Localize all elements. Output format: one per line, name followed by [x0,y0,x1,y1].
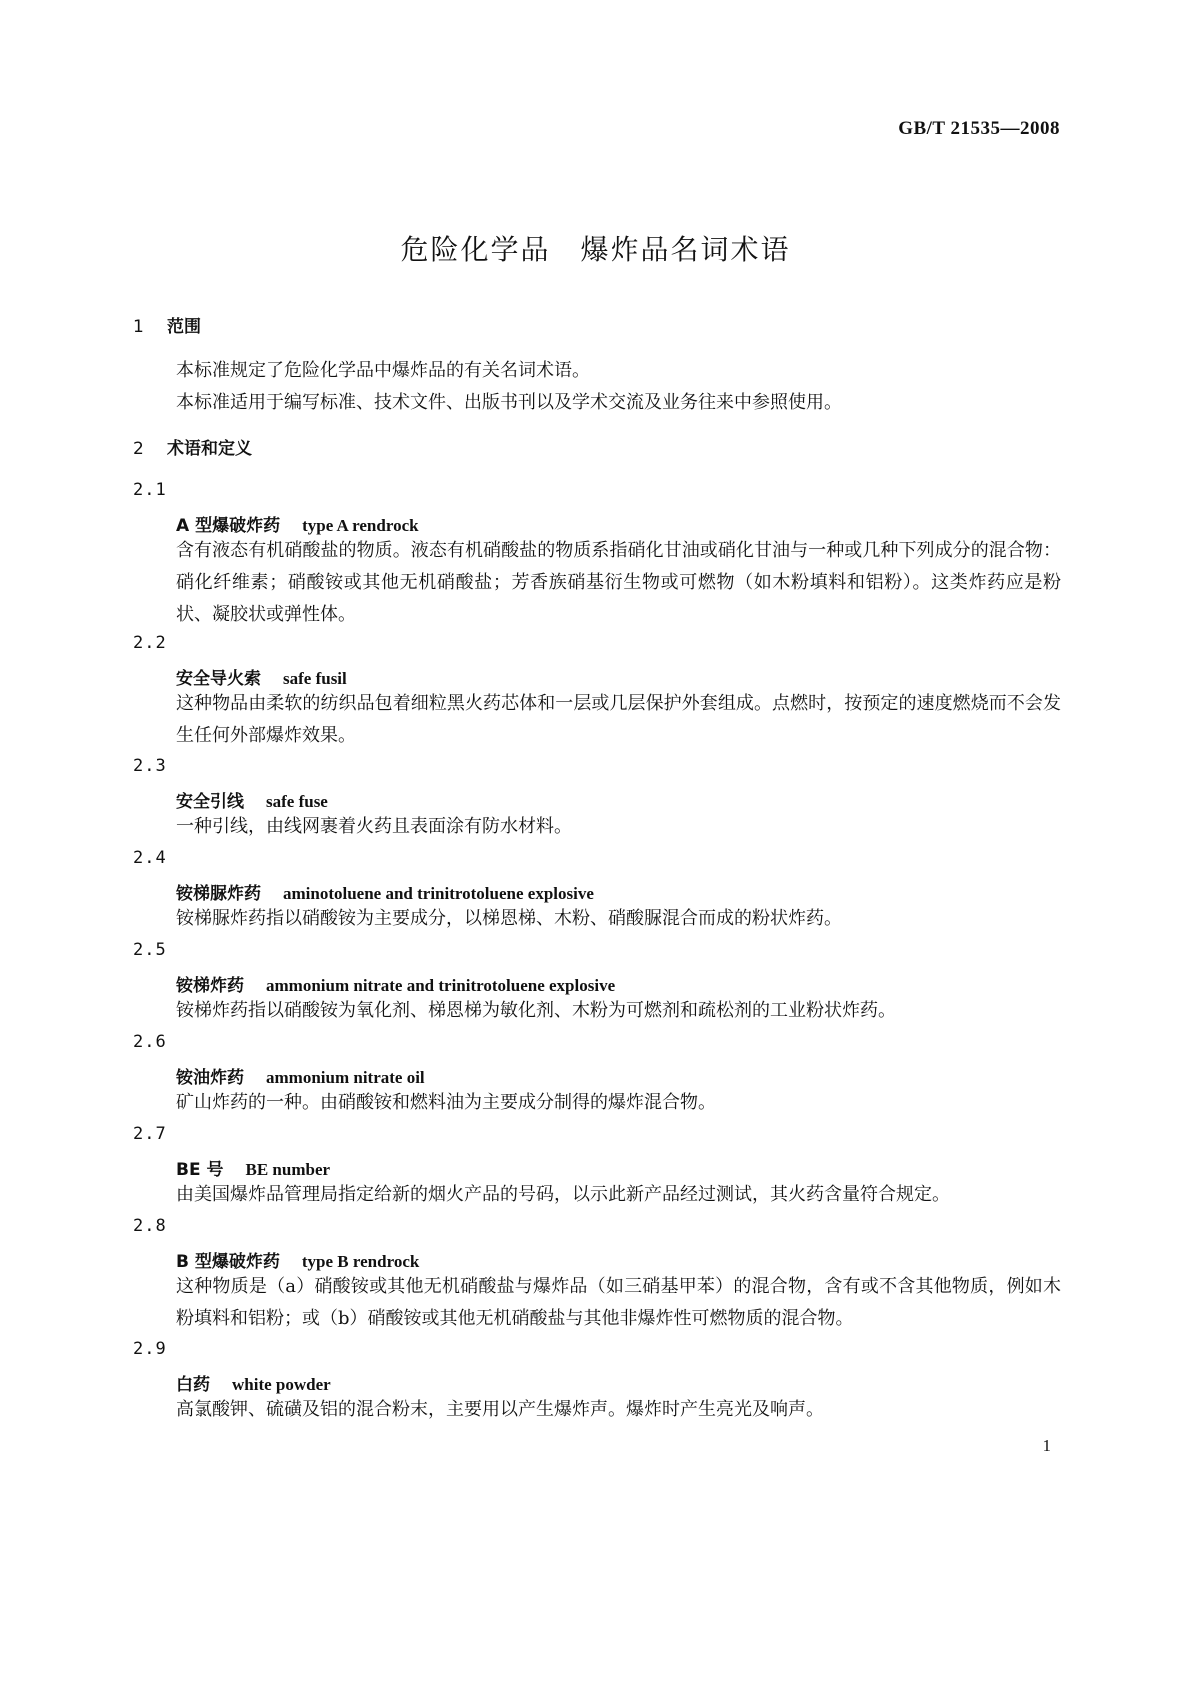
term-chinese: 铵梯炸药 [176,976,244,996]
section-heading-scope [133,312,201,337]
term-definition: 高氯酸钾、硫磺及铝的混合粉末，主要用以产生爆炸声。爆炸时产生亮光及响声。 [176,1399,824,1420]
term-definition: 一种引线，由线网裹着火药且表面涂有防水材料。 [176,816,572,837]
term-definition: 这种物质是（a）硝酸铵或其他无机硝酸盐与爆炸品（如三硝基甲苯）的混合物，含有或不含其他物质，例如木粉填料和铝粉；或（b）硝酸铵或其他无机硝酸盐与其他非爆炸性可燃物质的混合物。 [176,1276,1061,1329]
scope-paragraph: 本标准规定了危险化学品中爆炸品的有关名词术语。 [176,360,590,381]
term-chinese: 白药 [176,1375,210,1395]
term-chinese: A 型爆破炸药 [176,516,281,536]
section-number: 2 [133,439,144,459]
page-number: 1 [1042,1436,1051,1455]
standard-code: GB/T 21535—2008 [898,118,1060,139]
term-definition: 铵梯炸药指以硝酸铵为氧化剂、梯恩梯为敏化剂、木粉为可燃剂和疏松剂的工业粉状炸药。 [176,1000,896,1021]
term-english: white powder [232,1375,331,1394]
clause-number: 2.1 [133,480,167,500]
term-chinese: 铵梯脲炸药 [176,884,261,904]
clause-number: 2.6 [133,1032,167,1052]
term-definition: 铵梯脲炸药指以硝酸铵为主要成分，以梯恩梯、木粉、硝酸脲混合而成的粉状炸药。 [176,908,842,929]
section-heading-terms [133,434,252,459]
term-chinese: B 型爆破炸药 [176,1252,280,1272]
term-heading [176,1063,425,1088]
term-english: type A rendrock [302,516,419,535]
section-title: 范围 [167,317,201,337]
section-number: 1 [133,317,144,337]
term-english: safe fusil [283,669,347,688]
term-english: ammonium nitrate and trinitrotoluene explosive [266,976,616,995]
term-heading [176,511,419,536]
term-heading [176,787,328,812]
clause-number: 2.2 [133,633,167,653]
term-definition: 这种物品由柔软的纺织品包着细粒黑火药芯体和一层或几层保护外套组成。点燃时，按预定的速度燃烧而不会发生任何外部爆炸效果。 [176,693,1061,746]
term-heading [176,1247,419,1272]
term-chinese: BE 号 [176,1160,224,1180]
term-english: aminotoluene and trinitrotoluene explosive [283,884,594,903]
term-english: type B rendrock [301,1252,420,1271]
term-definition: 含有液态有机硝酸盐的物质。液态有机硝酸盐的物质系指硝化甘油或硝化甘油与一种或几种下列成分的混合物：硝化纤维素；硝酸铵或其他无机硝酸盐；芳香族硝基衍生物或可燃物（如木粉填料和铝粉）。这类炸药应是粉状、凝胶状或弹性体。 [176,540,1061,625]
term-chinese: 安全导火索 [176,669,261,689]
term-chinese: 安全引线 [176,792,244,812]
term-heading [176,664,347,689]
term-heading [176,1155,330,1180]
clause-number: 2.7 [133,1124,167,1144]
term-heading [176,1370,331,1395]
term-heading [176,879,594,904]
scope-paragraph: 本标准适用于编写标准、技术文件、出版书刊以及学术交流及业务往来中参照使用。 [176,392,842,413]
clause-number: 2.8 [133,1216,167,1236]
clause-number: 2.5 [133,940,167,960]
clause-number: 2.3 [133,756,167,776]
term-chinese: 铵油炸药 [176,1068,244,1088]
clause-number: 2.4 [133,848,167,868]
section-title: 术语和定义 [167,439,252,459]
term-english: BE number [245,1160,331,1179]
term-definition: 矿山炸药的一种。由硝酸铵和燃料油为主要成分制得的爆炸混合物。 [176,1092,716,1113]
term-heading [176,971,615,996]
term-english: safe fuse [266,792,328,811]
clause-number: 2.9 [133,1339,167,1359]
page-title: 危险化学品 爆炸品名词术语 [400,233,791,266]
term-english: ammonium nitrate oil [266,1068,425,1087]
term-definition: 由美国爆炸品管理局指定给新的烟火产品的号码，以示此新产品经过测试，其火药含量符合规定。 [176,1184,950,1205]
